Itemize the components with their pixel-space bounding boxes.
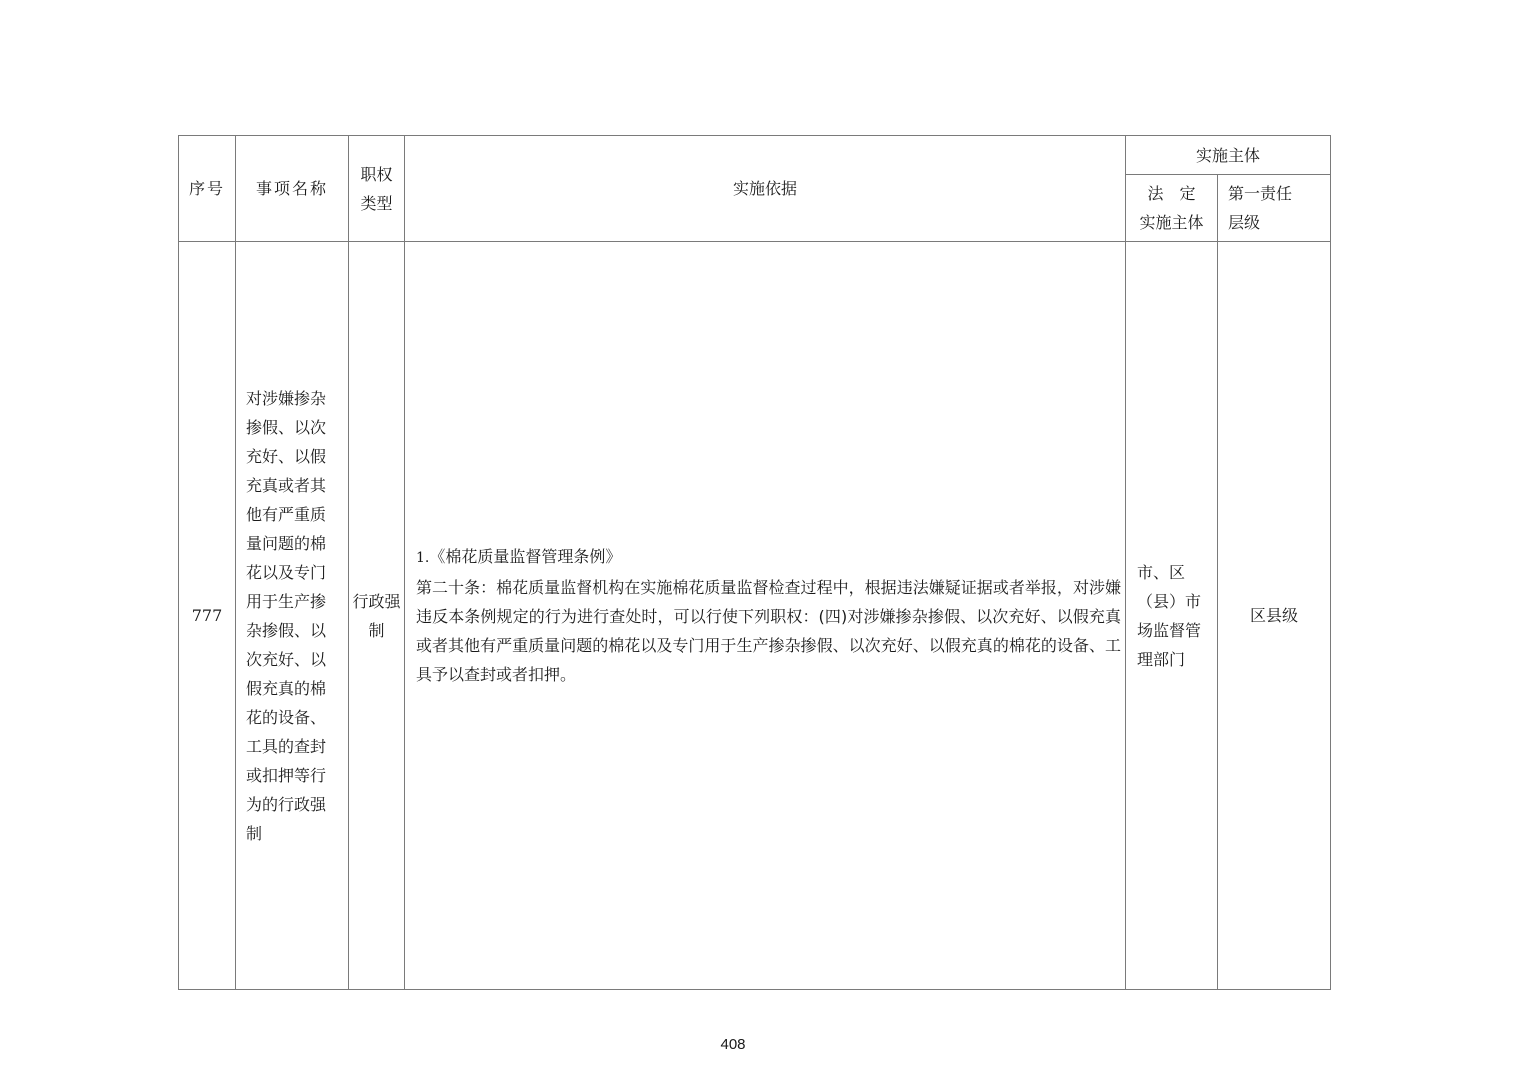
header-legal-subject-line2: 实施主体 [1139, 213, 1204, 232]
row-power-type: 行政强制 [349, 242, 405, 990]
row-legal-subject: 市、区（县）市场监督管理部门 [1126, 242, 1218, 990]
header-responsibility-line2: 层级 [1228, 213, 1261, 232]
row-basis [405, 242, 1126, 990]
header-responsibility-line1: 第一责任 [1228, 184, 1293, 203]
header-legal-subject [1126, 175, 1218, 242]
header-basis: 实施依据 [405, 136, 1126, 242]
row-responsibility-level: 区县级 [1218, 242, 1331, 990]
header-row-1 [179, 136, 1331, 175]
power-list-table [178, 135, 1331, 990]
basis-text: 第二十条：棉花质量监督机构在实施棉花质量监督检查过程中，根据违法嫌疑证据或者举报，对涉嫌违反本条例规定的行为进行查处时，可以行使下列职权：(四)对涉嫌掺杂掺假、以次充好、以假充真或者其他有严重质量问题的棉花以及专门用于生产掺杂掺假、以次充好、以假充真的棉花的设备、工具予以查封或者扣押。 [416, 578, 1121, 684]
table-row [179, 242, 1331, 990]
page-number: 408 [720, 1036, 746, 1053]
header-subject-group: 实施主体 [1126, 136, 1331, 175]
header-item-name: 事项名称 [236, 136, 349, 242]
basis-title-line [416, 542, 1121, 573]
row-item-name: 对涉嫌掺杂掺假、以次充好、以假充真或者其他有严重质量问题的棉花以及专门用于生产掺杂掺假、以次充好、以假充真的棉花的设备、工具的查封或扣押等行为的行政强制 [236, 242, 349, 990]
basis-title: 《棉花质量监督管理条例》 [429, 547, 622, 566]
header-responsibility-level [1218, 175, 1331, 242]
header-legal-subject-line1: 法 定 [1147, 184, 1196, 203]
header-power-type-line1: 职权 [360, 164, 393, 184]
row-seq: 777 [179, 242, 236, 990]
header-seq: 序号 [179, 136, 236, 242]
header-power-type-line2: 类型 [360, 193, 393, 213]
header-power-type [349, 136, 405, 242]
basis-number: 1. [416, 550, 430, 566]
